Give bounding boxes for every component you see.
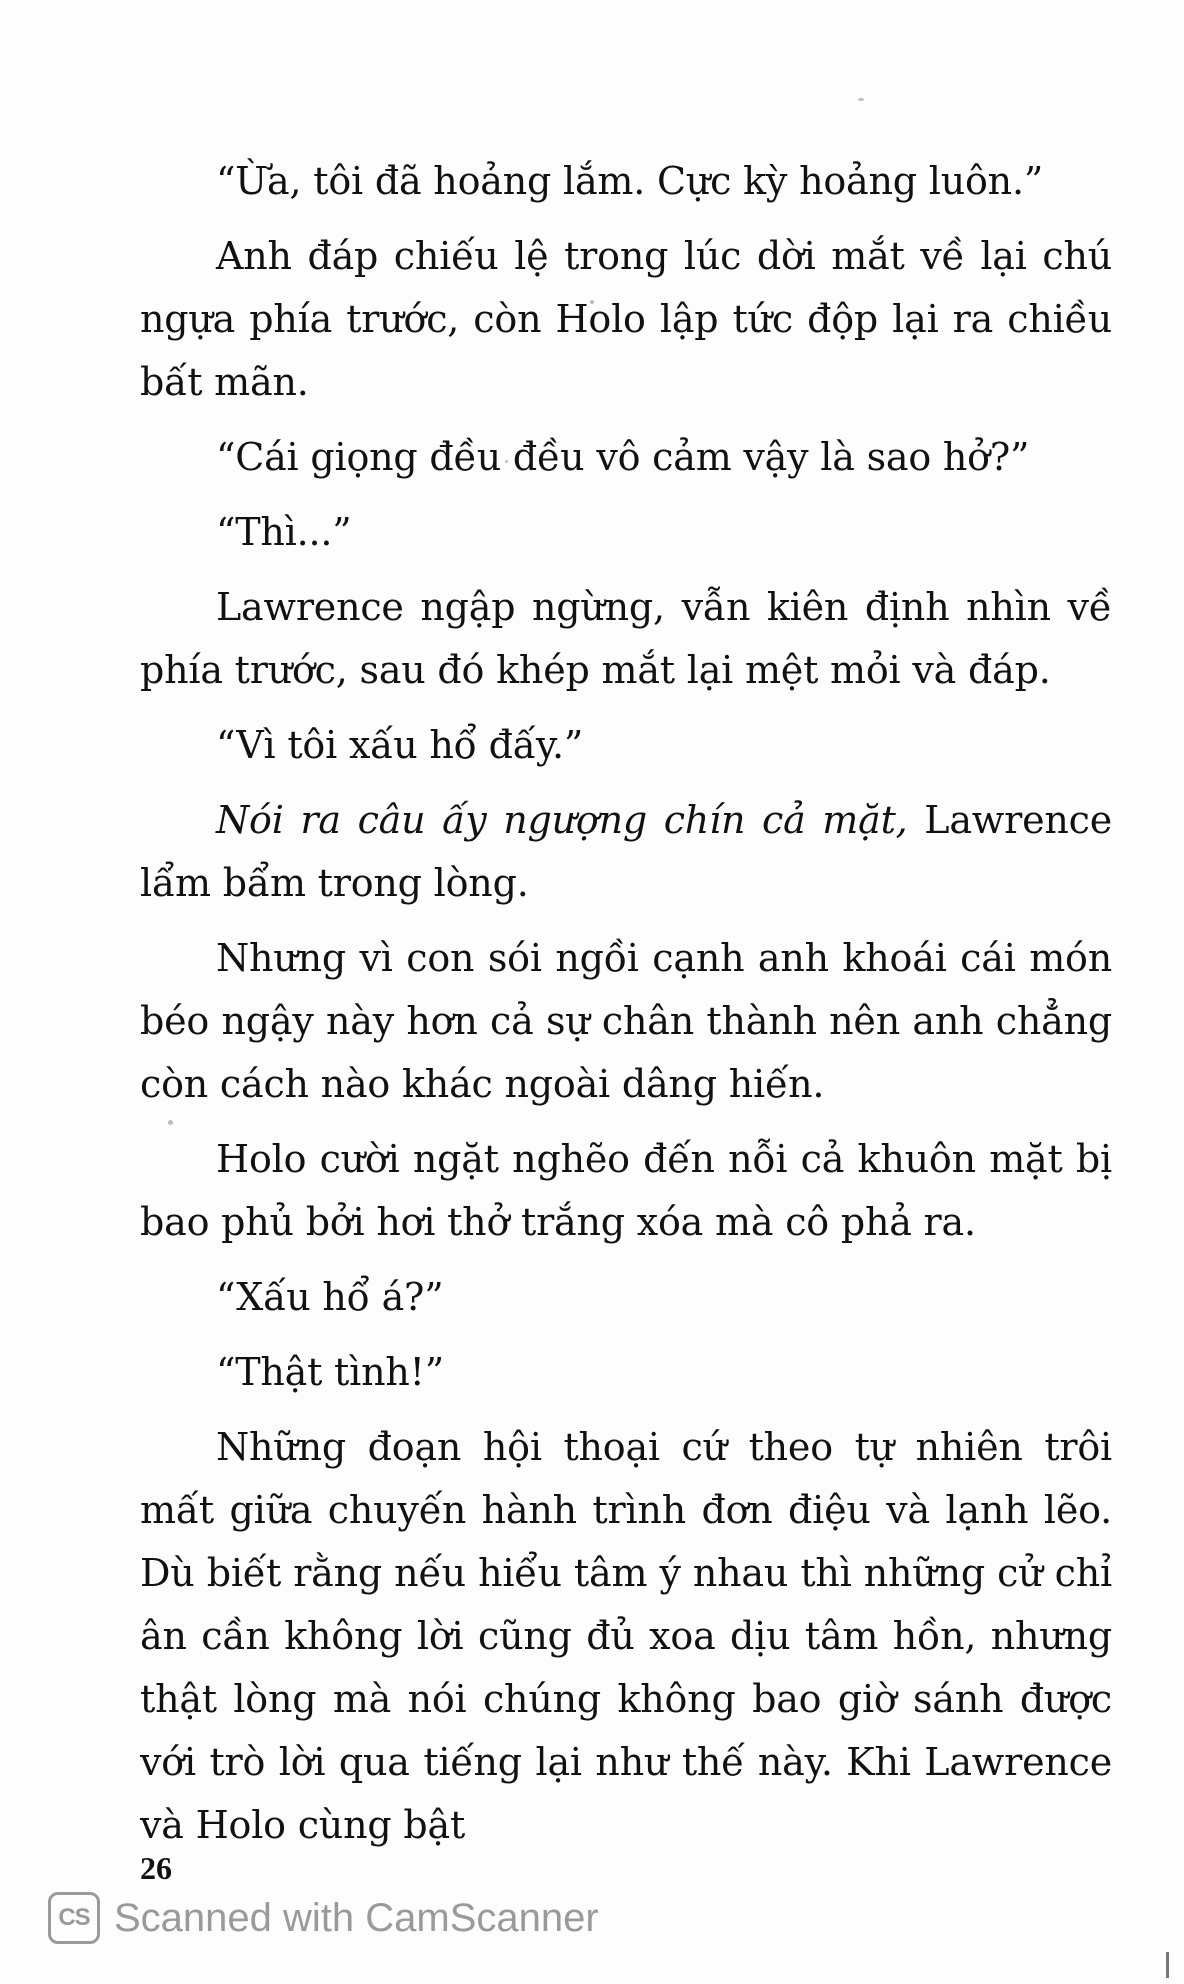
- paragraph: “Xấu hổ á?”: [216, 1275, 444, 1319]
- paragraph: “Thật tình!”: [216, 1350, 444, 1394]
- scan-speck: [858, 98, 864, 101]
- paragraph: Anh đáp chiếu lệ trong lúc dời mắt về lại chú ngựa phía trước, còn Holo lập tức độp lại ra chiều bất mãn.: [140, 234, 1112, 404]
- scan-edge-mark: [1166, 1952, 1169, 1978]
- italic-thought: Nói ra câu ấy ngượng chín cả mặt,: [216, 798, 908, 842]
- paragraph: Nhưng vì con sói ngồi cạnh anh khoái cái món béo ngậy này hơn cả sự chân thành nên anh chẳng còn cách nào khác ngoài dâng hiến.: [140, 936, 1112, 1106]
- paragraph-rest: Lawrence lẩm bẩm trong lòng.: [140, 798, 1112, 905]
- body-text: [140, 150, 1112, 1857]
- paragraph: “Vì tôi xấu hổ đấy.”: [216, 723, 584, 767]
- paragraph: “Ừa, tôi đã hoảng lắm. Cực kỳ hoảng luôn.”: [216, 159, 1044, 203]
- paragraph-italic-lead: [140, 789, 1112, 915]
- camscanner-logo-icon: CS: [48, 1892, 100, 1944]
- paragraph: Những đoạn hội thoại cứ theo tự nhiên trôi mất giữa chuyến hành trình đơn điệu và lạnh lẽo. Dù biết rằng nếu hiểu tâm ý nhau thì những cử chỉ ân cần không lời cũng đủ xoa dịu tâm hồn, nhưng thật lòng mà nói chúng không bao giờ sánh được với trò lời qua tiếng lại như thế này. Khi Lawrence và Holo cùng bật: [140, 1425, 1112, 1847]
- paragraph: Lawrence ngập ngừng, vẫn kiên định nhìn về phía trước, sau đó khép mắt lại mệt mỏi và đáp.: [140, 585, 1112, 692]
- page-number: 26: [140, 1850, 172, 1886]
- watermark-text: Scanned with CamScanner: [114, 1895, 599, 1940]
- paragraph: “Thì...”: [216, 510, 352, 554]
- paragraph: Holo cười ngặt nghẽo đến nỗi cả khuôn mặt bị bao phủ bởi hơi thở trắng xóa mà cô phả ra.: [140, 1137, 1112, 1244]
- paragraph: “Cái giọng đều đều vô cảm vậy là sao hở?”: [216, 435, 1030, 479]
- camscanner-watermark: [48, 1892, 599, 1944]
